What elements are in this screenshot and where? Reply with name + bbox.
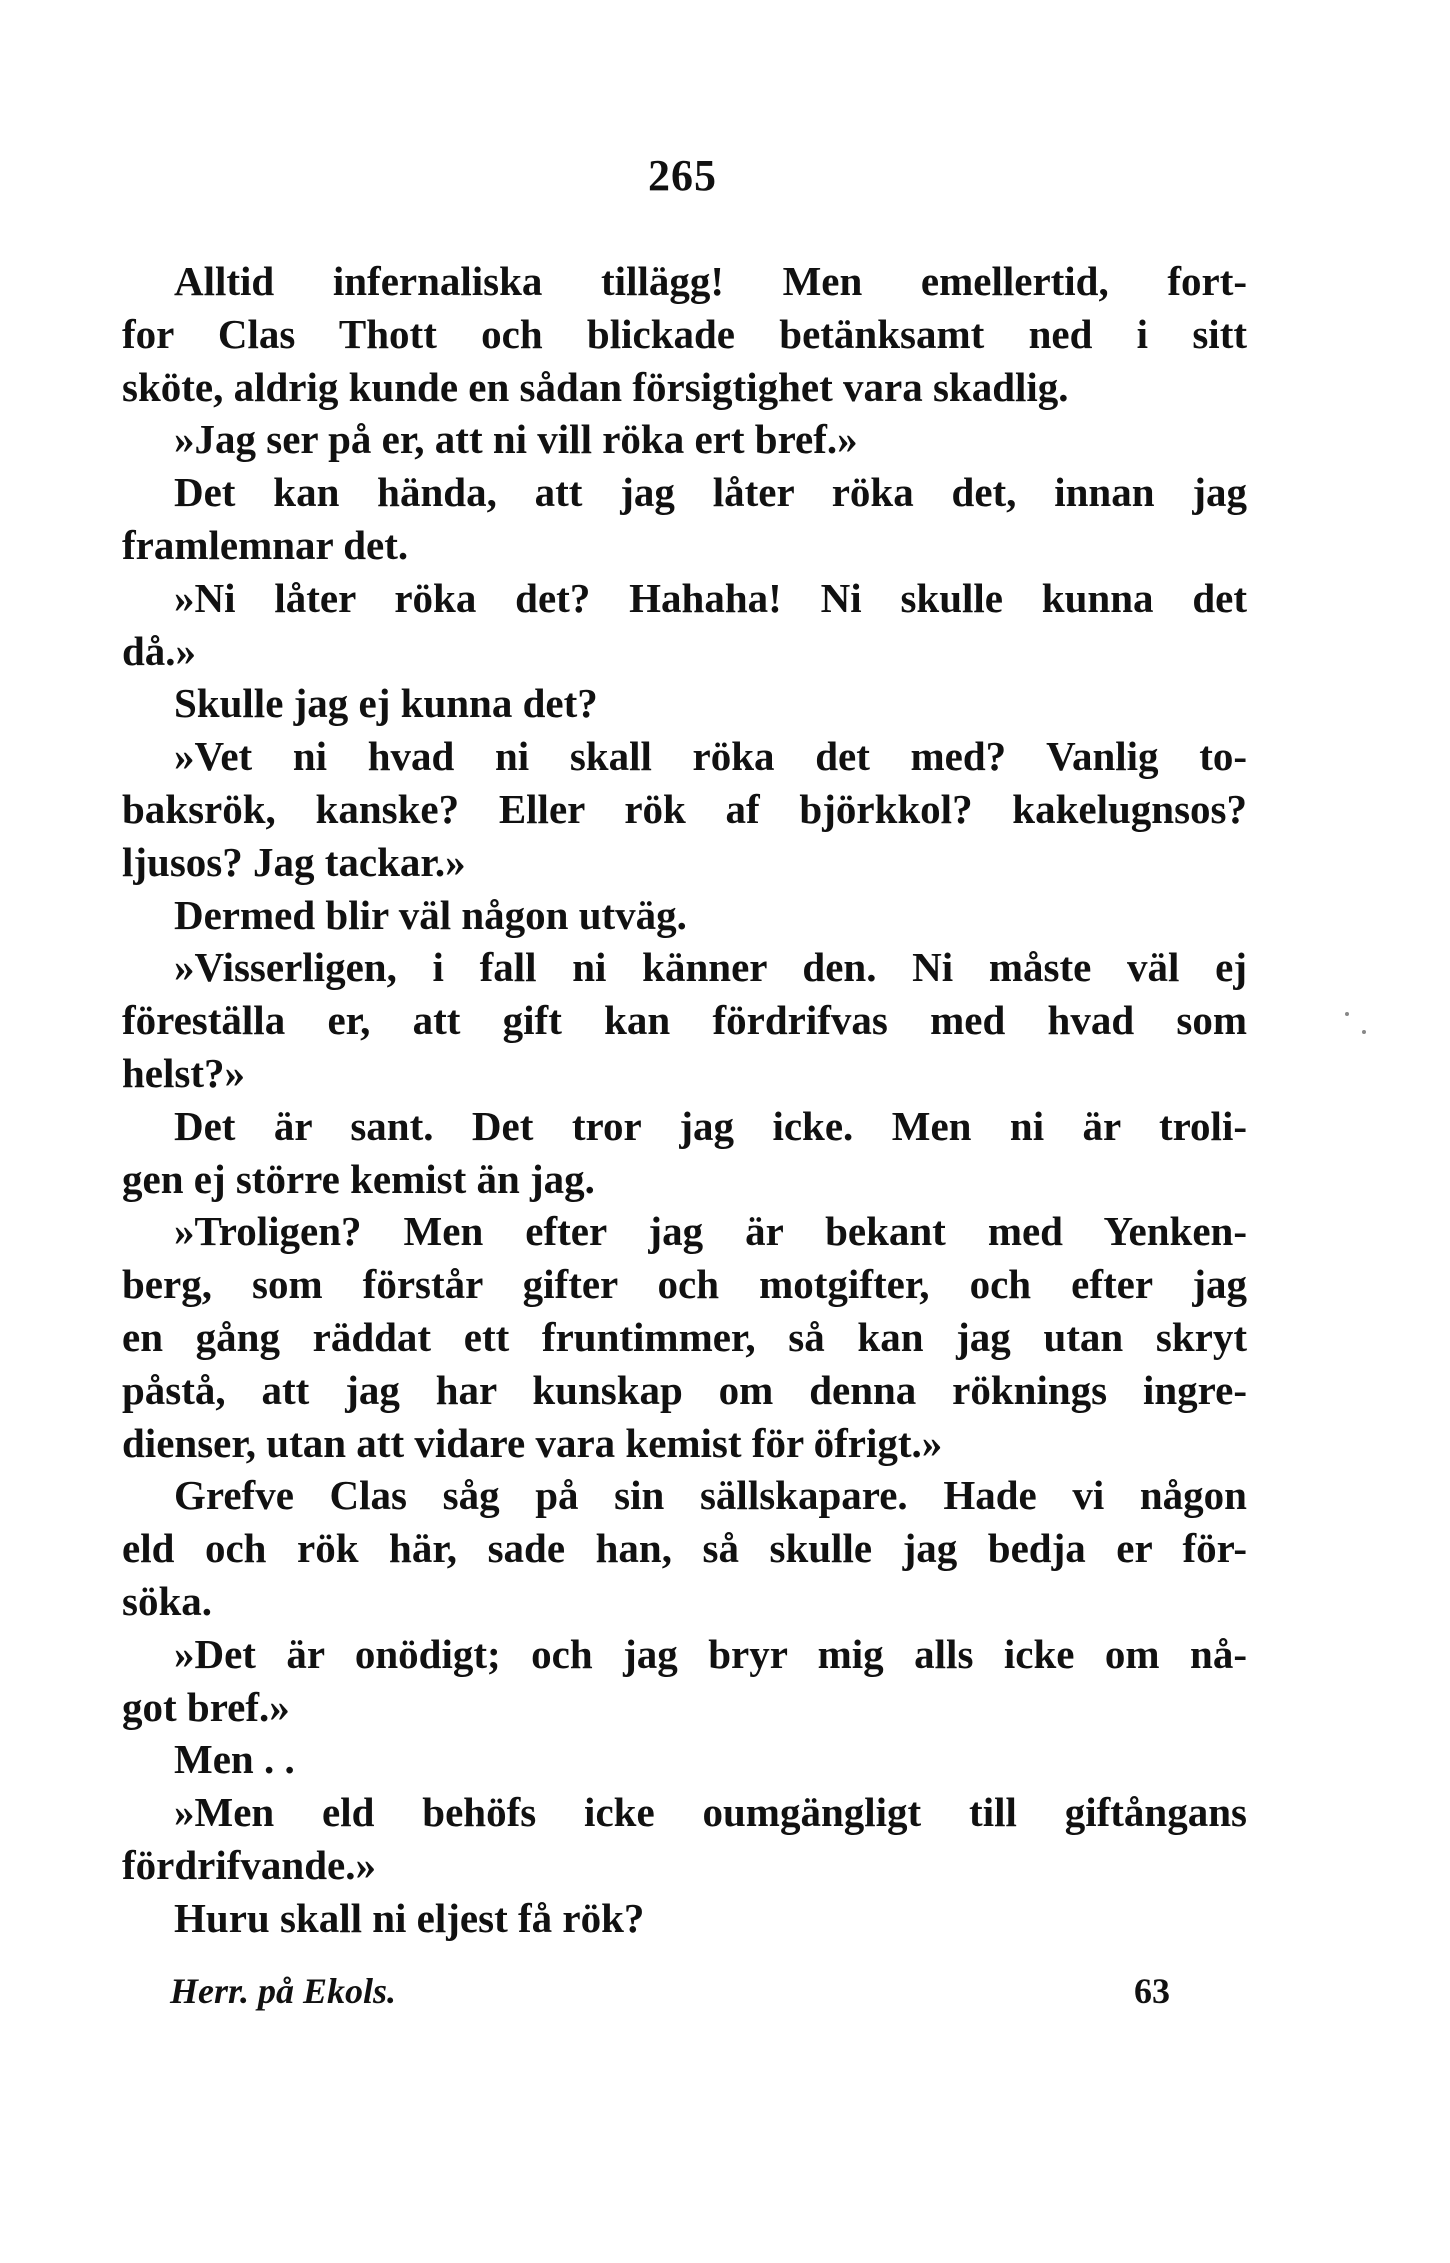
text-line: dienser, utan att vidare vara kemist för öfrigt.» (122, 1419, 943, 1466)
text-line: Alltid infernaliska tillägg! Men emellertid, fort- (174, 258, 1247, 304)
text-line: »Visserligen, i fall ni känner den. Ni måste väl ej (174, 944, 1247, 991)
print-speck (1362, 1030, 1366, 1034)
text-line: gen ej större kemist än jag. (122, 1155, 595, 1202)
page-footer (170, 1970, 1170, 2030)
body-text (122, 255, 1247, 1945)
text-line: påstå, att jag har kunskap om denna röknings ingre- (122, 1366, 1247, 1413)
text-line: »Det är onödigt; och jag bryr mig alls icke om nå- (174, 1630, 1247, 1677)
text-line: ljusos? Jag tackar.» (122, 838, 466, 885)
text-line: »Troligen? Men efter jag är bekant med Yenken- (174, 1208, 1247, 1255)
text-line: fördrifvande.» (122, 1841, 376, 1888)
text-line: Men . . (174, 1736, 295, 1783)
text-line: baksrök, kanske? Eller rök af björkkol? kakelugnsos? (122, 785, 1247, 832)
text-line: for Clas Thott och blickade betänksamt ned i sitt (122, 310, 1247, 357)
footer-signature: Herr. på Ekols. (170, 1971, 397, 2011)
text-line: Det är sant. Det tror jag icke. Men ni är troli- (174, 1102, 1247, 1149)
text-line: Dermed blir väl någon utväg. (174, 891, 687, 938)
footer-sheet-number: 63 (1134, 1971, 1170, 2011)
page-number: 265 (648, 151, 717, 200)
text-line: helst?» (122, 1049, 245, 1096)
text-line: Skulle jag ej kunna det? (174, 680, 598, 727)
text-line: berg, som förstår gifter och motgifter, och efter jag (122, 1261, 1247, 1308)
text-line: en gång räddat ett fruntimmer, så kan jag utan skryt (122, 1313, 1247, 1360)
text-line: »Vet ni hvad ni skall röka det med? Vanlig to- (174, 733, 1247, 780)
text-line: »Men eld behöfs icke oumgängligt till giftångans (174, 1789, 1247, 1836)
text-line: »Jag ser på er, att ni vill röka ert bref.» (174, 416, 858, 463)
text-line: got bref.» (122, 1683, 290, 1730)
text-line: Det kan hända, att jag låter röka det, innan jag (174, 469, 1247, 516)
text-line: Huru skall ni eljest få rök? (174, 1894, 645, 1941)
text-line: framlemnar det. (122, 521, 409, 568)
text-line: söka. (122, 1577, 213, 1624)
text-line: föreställa er, att gift kan fördrifvas med hvad som (122, 997, 1247, 1044)
text-line: »Ni låter röka det? Hahaha! Ni skulle kunna det (174, 574, 1247, 621)
print-speck (1345, 1012, 1349, 1016)
text-line: sköte, aldrig kunde en sådan försigtighet vara skadlig. (122, 363, 1069, 410)
text-line: eld och rök här, sade han, så skulle jag bedja er för- (122, 1525, 1247, 1572)
text-line: Grefve Clas såg på sin sällskapare. Hade vi någon (174, 1472, 1247, 1519)
text-line: då.» (122, 627, 197, 674)
